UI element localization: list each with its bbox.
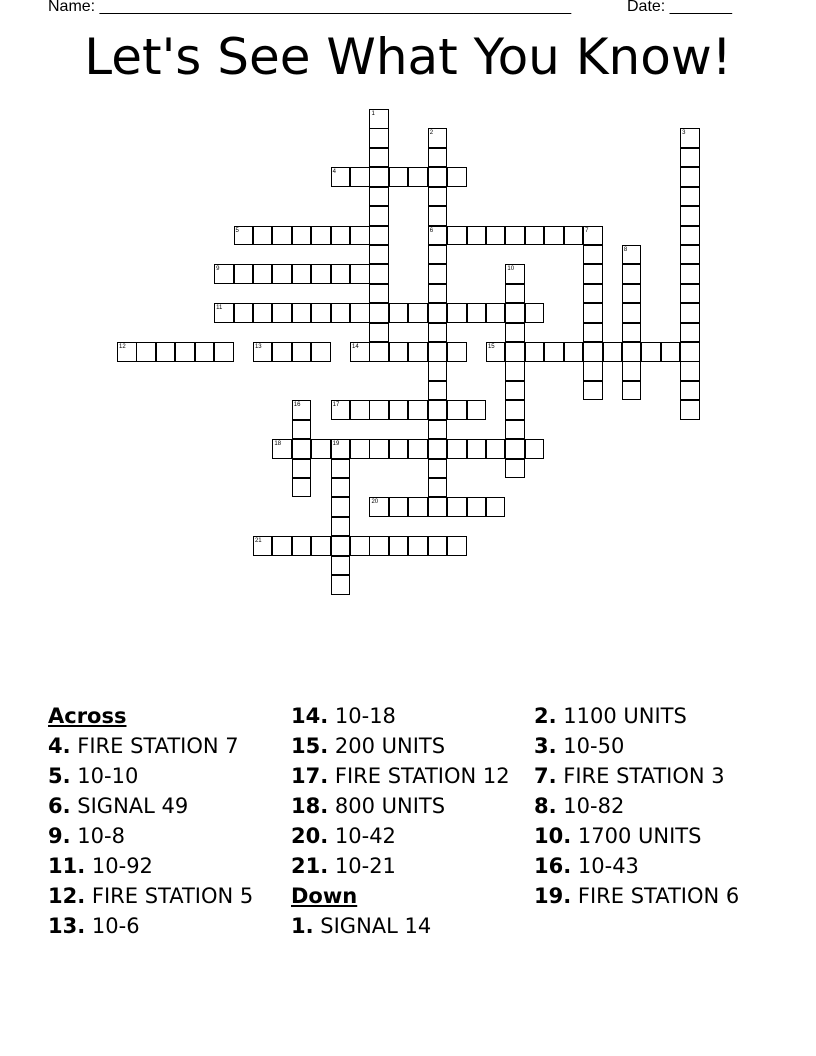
grid-cell[interactable] xyxy=(467,303,487,323)
clue-text: 10-6 xyxy=(91,914,140,938)
grid-cell[interactable] xyxy=(661,342,681,362)
grid-cell[interactable] xyxy=(311,439,331,459)
grid-cell[interactable] xyxy=(505,400,525,420)
grid-cell[interactable] xyxy=(583,284,603,304)
grid-cell[interactable] xyxy=(505,342,525,362)
grid-cell[interactable] xyxy=(292,439,312,459)
grid-cell[interactable] xyxy=(583,323,603,343)
clue-column-2 xyxy=(291,701,510,941)
clue-text: 10-43 xyxy=(577,854,639,878)
grid-cell[interactable] xyxy=(331,536,351,556)
clue-text: FIRE STATION 7 xyxy=(77,734,239,758)
grid-cell[interactable] xyxy=(272,303,292,323)
grid-cell[interactable] xyxy=(680,148,700,168)
grid-cell[interactable] xyxy=(408,167,428,187)
clue-text: FIRE STATION 3 xyxy=(563,764,725,788)
grid-cell[interactable] xyxy=(156,342,176,362)
grid-number: 10 xyxy=(507,266,515,273)
grid-cell[interactable] xyxy=(350,536,370,556)
clue-number: 3. xyxy=(534,734,557,758)
grid-cell[interactable] xyxy=(369,128,389,148)
grid-cell[interactable] xyxy=(505,303,525,323)
name-label: Name: xyxy=(48,0,100,15)
grid-cell[interactable] xyxy=(428,497,448,517)
clue-down-7 xyxy=(534,761,739,791)
grid-cell[interactable] xyxy=(505,226,525,246)
grid-cell[interactable] xyxy=(428,303,448,323)
grid-cell[interactable] xyxy=(369,245,389,265)
grid-cell[interactable] xyxy=(350,303,370,323)
grid-cell[interactable] xyxy=(311,536,331,556)
grid-cell[interactable] xyxy=(486,226,506,246)
grid-cell[interactable] xyxy=(603,342,623,362)
grid-cell[interactable] xyxy=(505,439,525,459)
grid-cell[interactable] xyxy=(525,439,545,459)
grid-cell[interactable] xyxy=(350,264,370,284)
grid-cell[interactable] xyxy=(272,264,292,284)
grid-cell[interactable] xyxy=(428,439,448,459)
grid-cell[interactable] xyxy=(467,497,487,517)
grid-cell[interactable] xyxy=(350,226,370,246)
grid-cell[interactable] xyxy=(680,361,700,381)
clue-across-18 xyxy=(291,791,510,821)
grid-cell[interactable] xyxy=(564,226,584,246)
grid-cell[interactable] xyxy=(408,439,428,459)
clue-down-8 xyxy=(534,791,739,821)
grid-cell[interactable] xyxy=(195,342,215,362)
grid-cell[interactable] xyxy=(680,187,700,207)
grid-cell[interactable] xyxy=(389,342,409,362)
clue-across-11 xyxy=(48,851,253,881)
grid-cell[interactable] xyxy=(525,226,545,246)
clue-number: 8. xyxy=(534,794,557,818)
grid-cell[interactable] xyxy=(447,303,467,323)
grid-cell[interactable] xyxy=(486,303,506,323)
grid-cell[interactable] xyxy=(447,400,467,420)
clue-text: FIRE STATION 6 xyxy=(577,884,740,908)
grid-cell[interactable] xyxy=(680,303,700,323)
clue-across-12 xyxy=(48,881,253,911)
grid-cell[interactable] xyxy=(292,264,312,284)
grid-cell[interactable] xyxy=(680,342,700,362)
grid-cell[interactable] xyxy=(369,342,389,362)
clue-text: 10-92 xyxy=(91,854,153,878)
grid-cell[interactable] xyxy=(583,381,603,401)
clue-down-1 xyxy=(291,911,510,941)
grid-cell[interactable] xyxy=(680,284,700,304)
date-label: Date: xyxy=(627,0,670,15)
clue-number: 14. xyxy=(291,704,329,728)
grid-cell[interactable] xyxy=(525,342,545,362)
clue-across-20 xyxy=(291,821,510,851)
grid-cell[interactable] xyxy=(408,497,428,517)
grid-cell[interactable] xyxy=(505,323,525,343)
grid-cell[interactable] xyxy=(331,478,351,498)
grid-cell[interactable] xyxy=(350,400,370,420)
grid-cell[interactable] xyxy=(680,381,700,401)
grid-cell[interactable] xyxy=(505,284,525,304)
grid-cell[interactable] xyxy=(311,303,331,323)
grid-number: 20 xyxy=(371,499,379,506)
grid-cell[interactable] xyxy=(331,556,351,576)
clue-number: 18. xyxy=(291,794,329,818)
clue-text: 10-10 xyxy=(77,764,139,788)
grid-cell[interactable] xyxy=(564,342,584,362)
grid-number: 9 xyxy=(216,266,220,273)
clue-number: 12. xyxy=(48,884,86,908)
grid-cell[interactable] xyxy=(447,342,467,362)
grid-cell[interactable] xyxy=(428,342,448,362)
grid-cell[interactable] xyxy=(486,497,506,517)
clue-number: 2. xyxy=(534,704,557,728)
grid-cell[interactable] xyxy=(622,323,642,343)
grid-cell[interactable] xyxy=(311,264,331,284)
clue-down-2 xyxy=(534,701,739,731)
grid-cell[interactable] xyxy=(428,400,448,420)
grid-number: 17 xyxy=(332,402,340,409)
grid-cell[interactable] xyxy=(331,459,351,479)
clue-down-10 xyxy=(534,821,739,851)
grid-cell[interactable] xyxy=(272,342,292,362)
grid-number: 11 xyxy=(216,305,223,312)
grid-cell[interactable] xyxy=(389,303,409,323)
grid-number: 4 xyxy=(332,169,336,176)
clue-down-16 xyxy=(534,851,739,881)
clue-number: 16. xyxy=(534,854,572,878)
grid-cell[interactable] xyxy=(389,439,409,459)
grid-cell[interactable] xyxy=(447,439,467,459)
grid-cell[interactable] xyxy=(369,303,389,323)
grid-cell[interactable] xyxy=(680,206,700,226)
clue-number: 13. xyxy=(48,914,86,938)
clue-text: 200 UNITS xyxy=(334,734,446,758)
clue-number: 5. xyxy=(48,764,71,788)
grid-cell[interactable] xyxy=(544,342,564,362)
clue-number: 21. xyxy=(291,854,329,878)
grid-cell[interactable] xyxy=(350,167,370,187)
grid-number: 18 xyxy=(274,441,282,448)
grid-cell[interactable] xyxy=(369,148,389,168)
grid-cell[interactable] xyxy=(544,226,564,246)
grid-cell[interactable] xyxy=(253,226,273,246)
grid-cell[interactable] xyxy=(136,342,156,362)
grid-cell[interactable] xyxy=(486,439,506,459)
grid-cell[interactable] xyxy=(311,342,331,362)
grid-cell[interactable] xyxy=(583,245,603,265)
clue-text: SIGNAL 49 xyxy=(77,794,189,818)
clue-across-17 xyxy=(291,761,510,791)
grid-cell[interactable] xyxy=(641,342,661,362)
grid-cell[interactable] xyxy=(369,167,389,187)
grid-cell[interactable] xyxy=(389,536,409,556)
grid-cell[interactable] xyxy=(292,459,312,479)
grid-cell[interactable] xyxy=(680,167,700,187)
grid-cell[interactable] xyxy=(622,264,642,284)
clue-text: 1700 UNITS xyxy=(577,824,702,848)
clue-number: 7. xyxy=(534,764,557,788)
clue-number: 4. xyxy=(48,734,71,758)
grid-cell[interactable] xyxy=(680,245,700,265)
grid-cell[interactable] xyxy=(369,264,389,284)
grid-cell[interactable] xyxy=(253,303,273,323)
clue-text: FIRE STATION 5 xyxy=(91,884,254,908)
grid-cell[interactable] xyxy=(447,167,467,187)
clue-across-4 xyxy=(48,731,253,761)
clue-column-3 xyxy=(534,701,739,911)
grid-cell[interactable] xyxy=(311,226,331,246)
grid-cell[interactable] xyxy=(234,264,254,284)
grid-cell[interactable] xyxy=(680,264,700,284)
grid-cell[interactable] xyxy=(292,420,312,440)
grid-number: 7 xyxy=(585,227,589,234)
clue-number: 19. xyxy=(534,884,572,908)
across-heading: Across xyxy=(48,704,127,728)
grid-cell[interactable] xyxy=(292,536,312,556)
grid-cell[interactable] xyxy=(389,167,409,187)
grid-cell[interactable] xyxy=(350,439,370,459)
grid-cell[interactable] xyxy=(428,206,448,226)
grid-cell[interactable] xyxy=(680,400,700,420)
grid-cell[interactable] xyxy=(428,245,448,265)
grid-cell[interactable] xyxy=(467,400,487,420)
clue-text: 10-21 xyxy=(334,854,396,878)
clue-number: 10. xyxy=(534,824,572,848)
grid-cell[interactable] xyxy=(428,323,448,343)
grid-cell[interactable] xyxy=(622,284,642,304)
grid-number: 2 xyxy=(429,130,434,137)
clue-across-21 xyxy=(291,851,510,881)
clue-text: 800 UNITS xyxy=(334,794,446,818)
page-title: Let's See What You Know! xyxy=(84,28,732,86)
grid-cell[interactable] xyxy=(292,226,312,246)
grid-cell[interactable] xyxy=(583,342,603,362)
grid-number: 16 xyxy=(293,402,301,409)
grid-cell[interactable] xyxy=(428,187,448,207)
grid-number: 14 xyxy=(352,344,359,351)
clue-text: SIGNAL 14 xyxy=(320,914,432,938)
grid-cell[interactable] xyxy=(175,342,195,362)
grid-cell[interactable] xyxy=(292,478,312,498)
grid-cell[interactable] xyxy=(369,206,389,226)
clue-text: 1100 UNITS xyxy=(563,704,687,728)
grid-cell[interactable] xyxy=(428,478,448,498)
grid-cell[interactable] xyxy=(467,226,487,246)
grid-cell[interactable] xyxy=(369,323,389,343)
grid-number: 5 xyxy=(235,227,239,234)
clue-text: 10-8 xyxy=(77,824,125,848)
grid-cell[interactable] xyxy=(447,536,467,556)
grid-cell[interactable] xyxy=(369,400,389,420)
grid-cell[interactable] xyxy=(331,575,351,595)
grid-cell[interactable] xyxy=(428,264,448,284)
clue-column-1 xyxy=(48,701,253,941)
grid-cell[interactable] xyxy=(622,381,642,401)
grid-cell[interactable] xyxy=(447,226,467,246)
clue-down-19 xyxy=(534,881,739,911)
grid-cell[interactable] xyxy=(447,497,467,517)
clue-number: 11. xyxy=(48,854,86,878)
grid-cell[interactable] xyxy=(369,536,389,556)
name-line: _____________________________________________________ xyxy=(99,0,572,15)
clue-across-13 xyxy=(48,911,253,941)
grid-cell[interactable] xyxy=(428,361,448,381)
grid-cell[interactable] xyxy=(680,323,700,343)
clue-across-9 xyxy=(48,821,253,851)
grid-number: 8 xyxy=(623,246,628,253)
clue-number: 1. xyxy=(291,914,314,938)
clue-number: 9. xyxy=(48,824,71,848)
clue-number: 6. xyxy=(48,794,71,818)
grid-cell[interactable] xyxy=(272,536,292,556)
grid-cell[interactable] xyxy=(428,459,448,479)
clue-number: 20. xyxy=(291,824,329,848)
grid-cell[interactable] xyxy=(408,400,428,420)
clue-text: 10-18 xyxy=(334,704,396,728)
clue-across-15 xyxy=(291,731,510,761)
grid-cell[interactable] xyxy=(369,439,389,459)
grid-cell[interactable] xyxy=(525,303,545,323)
grid-number: 6 xyxy=(429,227,434,234)
grid-cell[interactable] xyxy=(214,342,234,362)
grid-cell[interactable] xyxy=(253,264,273,284)
grid-cell[interactable] xyxy=(467,439,487,459)
grid-cell[interactable] xyxy=(583,264,603,284)
grid-number: 15 xyxy=(487,344,495,351)
grid-cell[interactable] xyxy=(428,536,448,556)
grid-cell[interactable] xyxy=(369,284,389,304)
clue-across-14 xyxy=(291,701,510,731)
grid-cell[interactable] xyxy=(428,381,448,401)
grid-cell[interactable] xyxy=(583,303,603,323)
clue-across-6 xyxy=(48,791,253,821)
grid-cell[interactable] xyxy=(622,342,642,362)
grid-cell[interactable] xyxy=(331,497,351,517)
clue-number: 15. xyxy=(291,734,329,758)
grid-cell[interactable] xyxy=(505,459,525,479)
grid-number: 13 xyxy=(254,344,262,351)
grid-cell[interactable] xyxy=(428,284,448,304)
grid-cell[interactable] xyxy=(331,303,351,323)
grid-cell[interactable] xyxy=(292,303,312,323)
grid-cell[interactable] xyxy=(369,187,389,207)
clue-text: 10-82 xyxy=(563,794,625,818)
grid-cell[interactable] xyxy=(622,303,642,323)
date-line: _______ xyxy=(669,0,732,15)
clue-text: 10-42 xyxy=(334,824,396,848)
grid-cell[interactable] xyxy=(680,226,700,246)
grid-cell[interactable] xyxy=(408,303,428,323)
grid-number: 12 xyxy=(119,344,126,351)
grid-cell[interactable] xyxy=(272,226,292,246)
grid-cell[interactable] xyxy=(428,420,448,440)
grid-cell[interactable] xyxy=(505,361,525,381)
clue-text: FIRE STATION 12 xyxy=(334,764,510,788)
grid-number: 1 xyxy=(371,111,375,117)
grid-cell[interactable] xyxy=(505,381,525,401)
grid-cell[interactable] xyxy=(292,342,312,362)
grid-cell[interactable] xyxy=(408,342,428,362)
clue-across-5 xyxy=(48,761,253,791)
grid-cell[interactable] xyxy=(583,361,603,381)
grid-cell[interactable] xyxy=(408,536,428,556)
grid-cell[interactable] xyxy=(505,420,525,440)
clue-text: 10-50 xyxy=(563,734,625,758)
grid-number: 19 xyxy=(332,441,340,448)
grid-cell[interactable] xyxy=(234,303,254,323)
grid-cell[interactable] xyxy=(331,264,351,284)
grid-cell[interactable] xyxy=(331,226,351,246)
grid-cell[interactable] xyxy=(389,400,409,420)
grid-number: 3 xyxy=(682,130,686,137)
clue-number: 17. xyxy=(291,764,329,788)
down-heading: Down xyxy=(291,884,358,908)
grid-cell[interactable] xyxy=(428,148,448,168)
grid-cell[interactable] xyxy=(331,517,351,537)
grid-cell[interactable] xyxy=(622,361,642,381)
clue-down-3 xyxy=(534,731,739,761)
grid-cell[interactable] xyxy=(369,226,389,246)
grid-cell[interactable] xyxy=(428,167,448,187)
grid-cell[interactable] xyxy=(389,497,409,517)
grid-number: 21 xyxy=(254,538,262,545)
